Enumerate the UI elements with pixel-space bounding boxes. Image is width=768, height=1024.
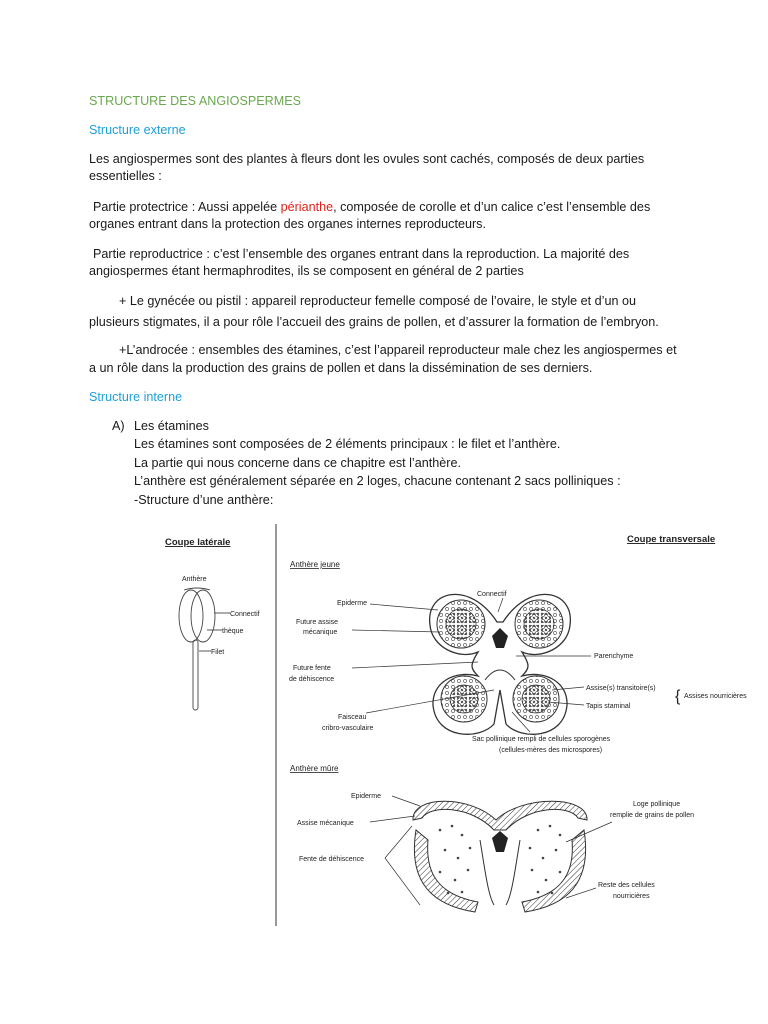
- reproductrice-line-2: angiospermes étant hermaphrodites, ils se composent en général de 2 parties: [89, 264, 524, 278]
- androcee-line-2: a un rôle dans la production des grains de pollen et dans la dissémination de ses derniers.: [89, 361, 593, 375]
- lateral-theque-label: thèque: [222, 628, 244, 635]
- assises-brace-icon: {: [675, 688, 681, 705]
- young-future-assise-label-1: Future assise: [296, 619, 339, 626]
- lateral-connectif-label: Connectif: [230, 611, 260, 618]
- young-faisceau-label-1: Faisceau: [338, 714, 367, 721]
- protectrice-text-end: , composée de corolle et d’un calice c’est l’ensemble des: [333, 200, 651, 214]
- young-assises-transitoires-label: Assise(s) transitoire(s): [586, 685, 656, 692]
- young-faisceau-label-2: cribro-vasculaire: [322, 725, 374, 732]
- young-connectif-label: Connectif: [477, 591, 507, 598]
- coupe-transversale-label: Coupe transversale: [627, 534, 716, 545]
- protectrice-line-2: organes entrant dans la protection des organes internes reproducteurs.: [89, 217, 486, 231]
- list-title: Les étamines: [134, 419, 209, 433]
- young-parenchyme-label: Parenchyme: [594, 653, 634, 660]
- mature-fente-label: Fente de déhiscence: [299, 856, 364, 863]
- perianthe-highlight: périanthe: [280, 200, 334, 214]
- mature-assise-label: Assise mécanique: [297, 820, 354, 827]
- lateral-anthere-label: Anthère: [182, 576, 207, 583]
- mature-loge-label-2: remplie de grains de pollen: [610, 812, 695, 819]
- mature-reste-label-1: Reste des cellules: [598, 882, 655, 889]
- young-future-fente-label-2: de déhiscence: [289, 676, 335, 683]
- mature-epiderme-label: Epiderme: [351, 793, 381, 800]
- page-title: STRUCTURE DES ANGIOSPERMES: [89, 94, 302, 108]
- intro-line-2: essentielles :: [89, 169, 162, 183]
- lateral-filet-label: Filet: [211, 649, 225, 656]
- anthere-mure-title: Anthère mûre: [290, 764, 339, 773]
- section-heading-interne: Structure interne: [89, 390, 183, 404]
- list-line-1: Les étamines sont composées de 2 éléments principaux : le filet et l’anthère.: [134, 437, 561, 451]
- protectrice-text: Partie protectrice : Aussi appelée: [93, 200, 281, 214]
- gynecee-line-2: plusieurs stigmates, il a pour rôle l’accueil des grains de pollen, et d’assurer la formation de l’embryon.: [89, 315, 659, 329]
- young-sac-label-1: Sac pollinique rempli de cellules sporogènes: [472, 736, 611, 743]
- mature-anther-drawing: [413, 801, 587, 912]
- young-sac-label-2: (cellules-mères des microspores): [499, 747, 603, 754]
- young-future-fente-label-1: Future fente: [293, 665, 331, 672]
- reproductrice-line-1: Partie reproductrice : c’est l’ensemble des organes entrant dans la reproduction. La majorité des: [93, 247, 630, 261]
- mature-reste-label-2: nourricières: [613, 893, 650, 900]
- list-line-3: L’anthère est généralement séparée en 2 loges, chacune contenant 2 sacs polliniques :: [134, 474, 621, 488]
- young-anther-drawing: [430, 594, 571, 734]
- young-future-assise-label-2: mécanique: [303, 629, 338, 636]
- anthere-jeune-title: Anthère jeune: [290, 560, 340, 569]
- young-epiderme-label: Epiderme: [337, 600, 367, 607]
- section-heading-externe: Structure externe: [89, 123, 186, 137]
- mature-loge-label-1: Loge pollinique: [633, 801, 681, 808]
- androcee-line-1: +L’androcée : ensembles des étamines, c’est l’appareil reproducteur male chez les angiospermes et: [119, 343, 677, 357]
- young-tapis-label: Tapis staminal: [586, 703, 631, 710]
- list-line-2: La partie qui nous concerne dans ce chapitre est l’anthère.: [134, 456, 461, 470]
- list-marker: A): [112, 419, 125, 433]
- list-line-4: -Structure d’une anthère:: [134, 493, 274, 507]
- young-assises-nourricieres-label: Assises nourricières: [684, 693, 747, 700]
- intro-line-1: Les angiospermes sont des plantes à fleurs dont les ovules sont cachés, composés de deux parties: [89, 152, 645, 166]
- gynecee-line-1: + Le gynécée ou pistil : appareil reproducteur femelle composé de l’ovaire, le style et d’un ou: [119, 294, 636, 308]
- coupe-laterale-label: Coupe latérale: [165, 537, 231, 548]
